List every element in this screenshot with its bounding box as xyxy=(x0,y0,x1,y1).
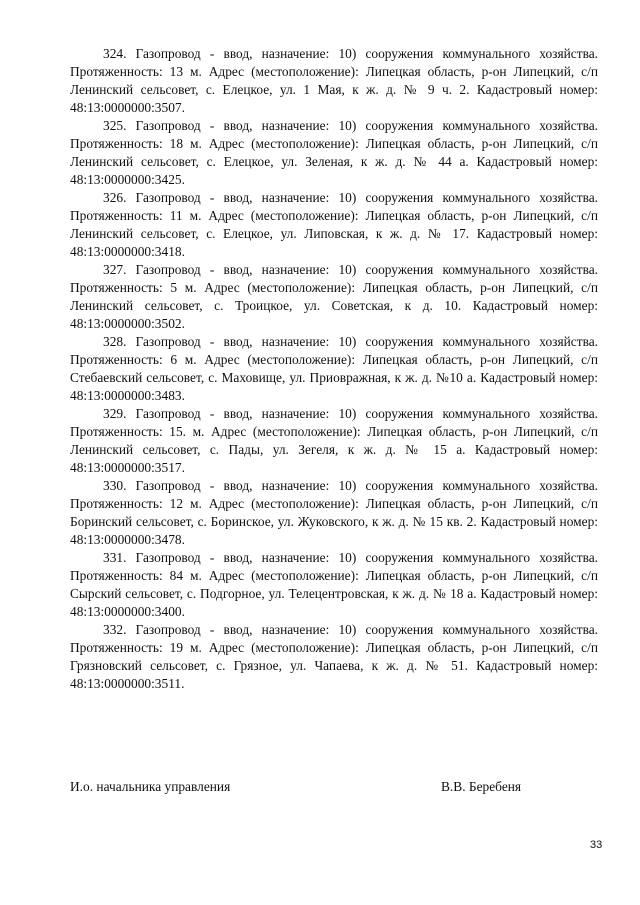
list-item-326: 326. Газопровод - ввод, назначение: 10) сооружения коммунального хозяйства. Протяженность: 11 м. Адрес (местоположение): Липецкая область, р-он Липецкий, с/п Ленинский сельсовет, с. Елецкое, ул. Липовская, к ж. д. № 17. Кадастровый номер: 48:13:0000000:3418. xyxy=(70,190,598,259)
list-item-329: 329. Газопровод - ввод, назначение: 10) сооружения коммунального хозяйства. Протяженность: 15. м. Адрес (местоположение): Липецкая область, р-он Липецкий, с/п Ленинский сельсовет, с. Пады, ул. Зегеля, к ж. д. № 15 а. Кадастровый номер: 48:13:0000000:3517. xyxy=(70,406,598,475)
list-item-324: 324. Газопровод - ввод, назначение: 10) сооружения коммунального хозяйства. Протяженность: 13 м. Адрес (местоположение): Липецкая область, р-он Липецкий, с/п Ленинский сельсовет, с. Елецкое, ул. 1 Мая, к ж. д. № 9 ч. 2. Кадастровый номер: 48:13:0000000:3507. xyxy=(70,46,598,115)
page-number: 33 xyxy=(590,839,603,851)
document-body xyxy=(70,45,598,693)
list-item-330: 330. Газопровод - ввод, назначение: 10) сооружения коммунального хозяйства. Протяженность: 12 м. Адрес (местоположение): Липецкая область, р-он Липецкий, с/п Боринский сельсовет, с. Боринское, ул. Жуковского, к ж. д. № 15 кв. 2. Кадастровый номер: 48:13:0000000:3478. xyxy=(70,478,598,547)
list-item-331: 331. Газопровод - ввод, назначение: 10) сооружения коммунального хозяйства. Протяженность: 84 м. Адрес (местоположение): Липецкая область, р-он Липецкий, с/п Сырский сельсовет, с. Подгорное, ул. Телецентровская, к ж. д. № 18 а. Кадастровый номер: 48:13:0000000:3400. xyxy=(70,550,598,619)
list-item-325: 325. Газопровод - ввод, назначение: 10) сооружения коммунального хозяйства. Протяженность: 18 м. Адрес (местоположение): Липецкая область, р-он Липецкий, с/п Ленинский сельсовет, с. Елецкое, ул. Зеленая, к ж. д. № 44 а. Кадастровый номер: 48:13:0000000:3425. xyxy=(70,118,598,187)
list-item-327: 327. Газопровод - ввод, назначение: 10) сооружения коммунального хозяйства. Протяженность: 5 м. Адрес (местоположение): Липецкая область, р-он Липецкий, с/п Ленинский сельсовет, с. Троицкое, ул. Советская, к д. 10. Кадастровый номер: 48:13:0000000:3502. xyxy=(70,262,598,331)
list-item-328: 328. Газопровод - ввод, назначение: 10) сооружения коммунального хозяйства. Протяженность: 6 м. Адрес (местоположение): Липецкая область, р-он Липецкий, с/п Стебаевский сельсовет, с. Маховище, ул. Приовражная, к ж. д. №10 а. Кадастровый номер: 48:13:0000000:3483. xyxy=(70,334,598,403)
signatory-position: И.о. начальника управления xyxy=(70,779,231,794)
signatory-name: В.В. Беребеня xyxy=(441,779,522,794)
list-item-332: 332. Газопровод - ввод, назначение: 10) сооружения коммунального хозяйства. Протяженность: 19 м. Адрес (местоположение): Липецкая область, р-он Липецкий, с/п Грязновский сельсовет, с. Грязное, ул. Чапаева, к ж. д. № 51. Кадастровый номер: 48:13:0000000:3511. xyxy=(70,622,598,691)
